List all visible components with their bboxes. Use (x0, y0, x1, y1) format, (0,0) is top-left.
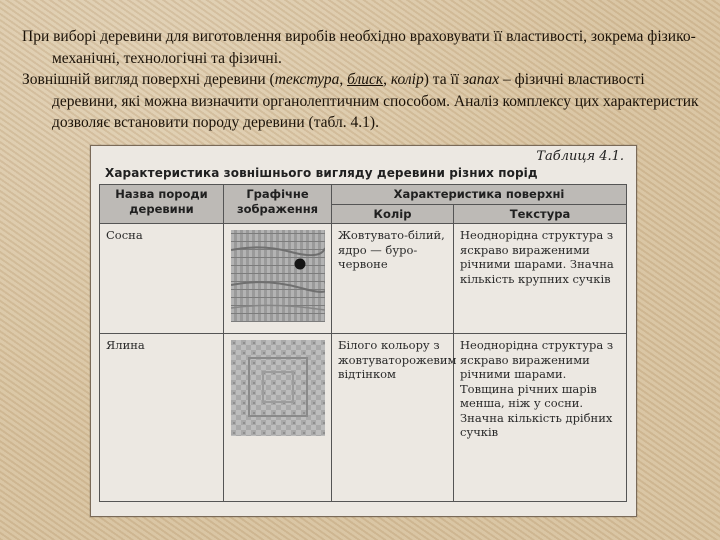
texture-cell: Неоднорідна структура з яскраво вираженими річними шарами. Товщина річних шарів менша, ніж у сосни. Значна кількість дрібних сучків (454, 334, 627, 502)
intro-paragraph: При виборі деревини для виготовлення виробів необхідно враховувати її властивості, зокрема фізико-механічні, технологічні та фізичні. (22, 28, 696, 67)
species-name-cell: Ялина (100, 334, 224, 502)
separator: , (383, 71, 391, 88)
term-color: колір (390, 71, 424, 88)
table-caption: Таблиця 4.1. (536, 149, 624, 164)
graphic-cell (224, 224, 332, 334)
header-species-name: Назва породи деревини (100, 185, 224, 224)
slide-text (22, 26, 702, 134)
pine-wood-texture-icon (231, 230, 325, 322)
properties-text-middle: ) та її (423, 71, 463, 88)
header-texture: Текстура (454, 204, 627, 224)
properties-text-start: Зовнішній вигляд поверхні деревини ( (22, 71, 275, 88)
color-cell: Білого кольору з жовтуваторожевим відтінком (332, 334, 454, 502)
texture-cell: Неоднорідна структура з яскраво вираженими річними шарами. Значна кількість крупних сучків (454, 224, 627, 334)
term-texture: текстура (274, 71, 340, 88)
wood-characteristics-table (99, 184, 627, 502)
term-smell: запах (462, 71, 500, 88)
table-row (100, 334, 627, 502)
properties-paragraph (22, 69, 702, 134)
table-row (100, 224, 627, 334)
table-title: Характеристика зовнішнього вигляду деревини різних порід (105, 166, 538, 180)
properties-text-end: – фізичні властивості деревини, які можна визначити органолептичним способом. Аналіз комплексу цих характеристик дозволяє встановити породу деревини (табл. 4.1). (52, 71, 699, 131)
species-name-cell: Сосна (100, 224, 224, 334)
graphic-cell (224, 334, 332, 502)
header-color: Колір (332, 204, 454, 224)
header-surface-characteristics: Характеристика поверхні (332, 185, 627, 205)
separator: , (339, 71, 348, 88)
table-scan-image (90, 145, 637, 517)
table-header-row (100, 185, 627, 205)
term-gloss: блиск (347, 71, 384, 88)
color-cell: Жовтувато-білий, ядро — буро-червоне (332, 224, 454, 334)
spruce-wood-texture-icon (231, 340, 325, 436)
header-graphic-image: Графічне зображення (224, 185, 332, 224)
